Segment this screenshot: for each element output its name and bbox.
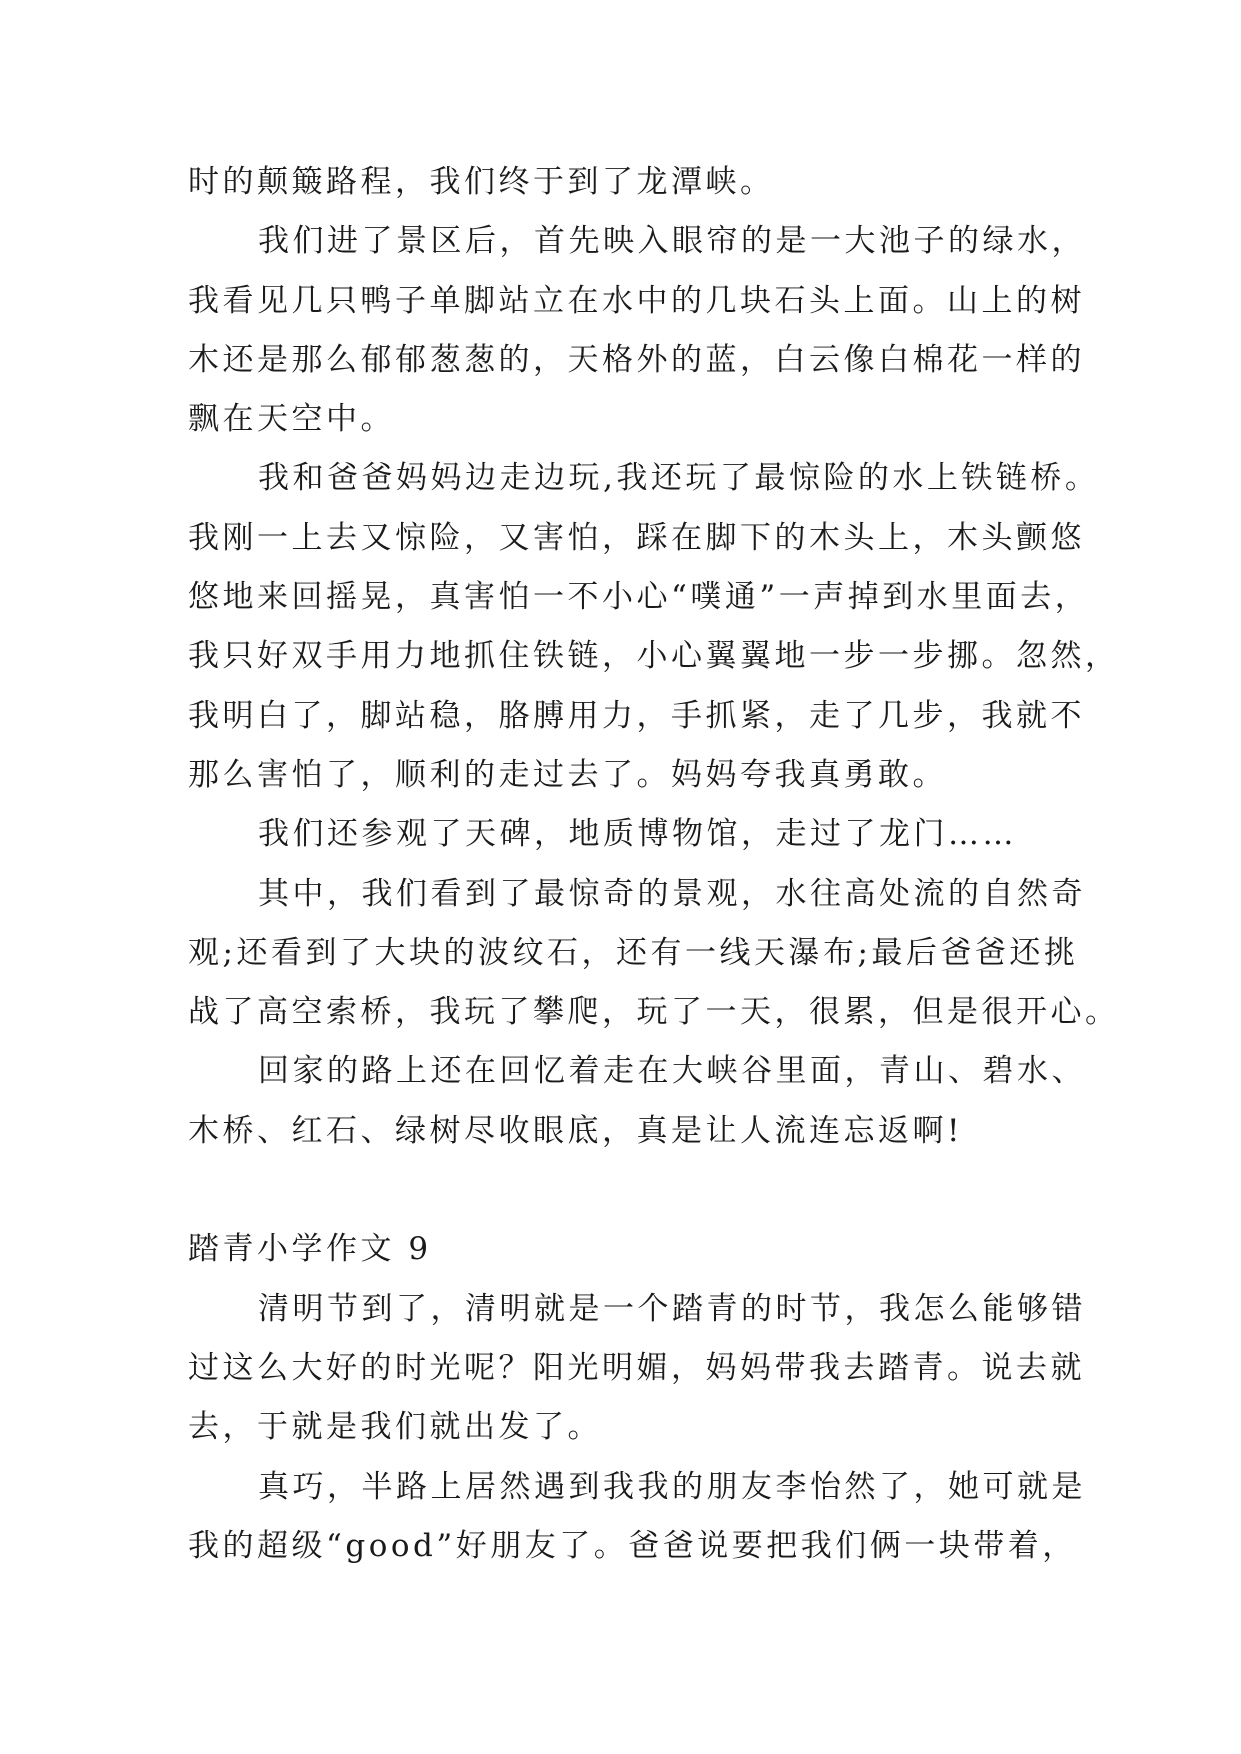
paragraph-line: 飘在天空中。 (188, 401, 395, 438)
paragraph-line: 观;还看到了大块的波纹石，还有一线天瀑布;最后爸爸还挑 (188, 934, 1079, 971)
paragraph-line: 我们进了景区后，首先映入眼帘的是一大池子的绿水， (258, 223, 1086, 260)
paragraph-line: 我只好双手用力地抓住铁链，小心翼翼地一步一步挪。忽然， (188, 638, 1120, 675)
paragraph-line: 我刚一上去又惊险，又害怕，踩在脚下的木头上，木头颤悠 (188, 519, 1085, 556)
paragraph-line: 悠地来回摇晃，真害怕一不小心“噗通”一声掉到水里面去， (188, 579, 1090, 616)
paragraph-line: 我的超级“good”好朋友了。爸爸说要把我们俩一块带着， (188, 1527, 1077, 1564)
paragraph-line: 我们还参观了天碑，地质博物馆，走过了龙门…… (258, 816, 1017, 853)
paragraph-line: 时的颠簸路程，我们终于到了龙潭峡。 (188, 164, 775, 200)
paragraph-line: 战了高空索桥，我玩了攀爬，玩了一天，很累，但是很开心。 (188, 994, 1120, 1031)
paragraph-line: 去，于就是我们就出发了。 (188, 1409, 602, 1446)
document-body (188, 153, 1120, 1576)
paragraph-line: 清明节到了，清明就是一个踏青的时节，我怎么能够错 (258, 1290, 1086, 1327)
section-title: 踏青小学作文 9 (188, 1231, 432, 1268)
paragraph-line: 木还是那么郁郁葱葱的，天格外的蓝，白云像白棉花一样的 (188, 341, 1085, 378)
paragraph-line: 我看见几只鸭子单脚站立在水中的几块石头上面。山上的树 (188, 282, 1085, 319)
blank-line (188, 1161, 1068, 1220)
paragraph-line: 真巧，半路上居然遇到我我的朋友李怡然了，她可就是 (258, 1468, 1086, 1505)
paragraph-line: 过这么大好的时光呢？阳光明媚，妈妈带我去踏青。说去就 (188, 1349, 1085, 1386)
paragraph-line: 木桥、红石、绿树尽收眼底，真是让人流连忘返啊! (188, 1112, 963, 1149)
paragraph-line: 我明白了，脚站稳，胳膊用力，手抓紧，走了几步，我就不 (188, 697, 1085, 734)
paragraph-line: 我和爸爸妈妈边走边玩,我还玩了最惊险的水上铁链桥。 (258, 460, 1100, 497)
paragraph-line: 其中，我们看到了最惊奇的景观，水往高处流的自然奇 (258, 875, 1086, 912)
paragraph-line: 那么害怕了，顺利的走过去了。妈妈夸我真勇敢。 (188, 756, 947, 793)
paragraph-line: 回家的路上还在回忆着走在大峡谷里面，青山、碧水、 (258, 1053, 1086, 1090)
